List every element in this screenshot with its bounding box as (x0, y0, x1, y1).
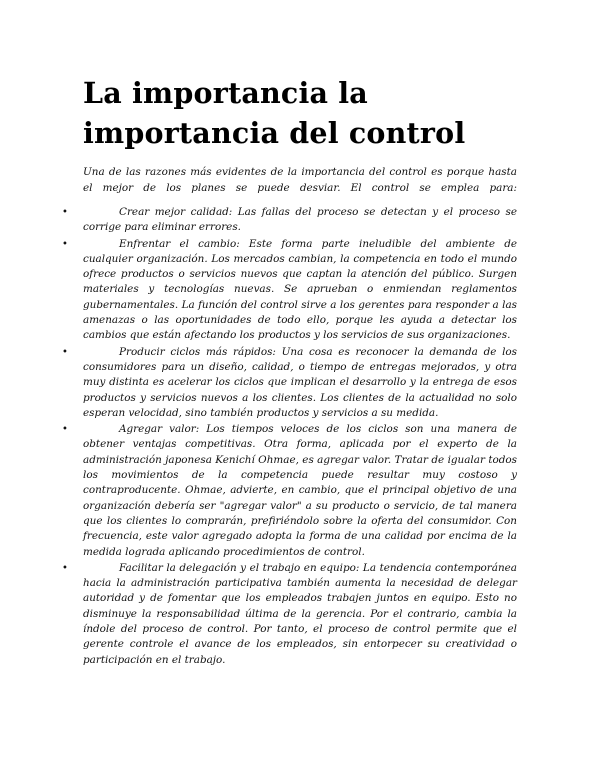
list-item-text: Crear mejor calidad: Las fallas del proceso se detectan y el proceso se corrige para eliminar errores. (83, 206, 517, 234)
list-item-text: Facilitar la delegación y el trabajo en equipo: La tendencia contemporánea hacia la administración participativa también aumenta la necesidad de delegar autoridad y de fomentar que los empleados trabajen juntos en equipo. Esto no disminuye la responsabilidad última de la gerencia. Por el contrario, cambia la índole del proceso de control. Por tanto, el proceso de control permite que el gerente controle el avance de los empleados, sin entorpecer su creatividad o participación en el trabajo. (83, 561, 517, 666)
bullet-icon: • (62, 562, 68, 574)
list-item (62, 422, 517, 560)
bullet-icon: • (62, 424, 68, 436)
list-item-text: Producir ciclos más rápidos: Una cosa es reconocer la demanda de los consumidores para un diseño, calidad, o tiempo de entregas mejorados, y otra muy distinta es acelerar los ciclos que implican el desarrollo y la entrega de esos productos y servicios nuevos a los clientes. Los clientes de la actualidad no solo esperan velocidad, sino también productos y servicios a su medida. (83, 345, 517, 419)
list-item (62, 345, 517, 421)
list-item (62, 237, 517, 344)
control-benefits-list (62, 205, 517, 669)
bullet-icon: • (62, 346, 68, 358)
list-item (62, 561, 517, 668)
list-item-text: Enfrentar el cambio: Este forma parte ineludible del ambiente de cualquier organización. Los mercados cambian, la competencia en todo el mundo ofrece productos o servicios nuevos que captan la atención del público. Surgen materiales y tecnologías nuevas. Se aprueban o enmiendan reglamentos gubernamentales. La función del control sirve a los gerentes para responder a las amenazas o las oportunidades de todo ello, porque les ayuda a detectar los cambios que están afectando los productos y los servicios de sus organizaciones. (83, 237, 517, 342)
list-item (62, 205, 517, 236)
bullet-icon: • (62, 207, 68, 218)
bullet-icon: • (62, 238, 68, 250)
intro-paragraph: Una de las razones más evidentes de la importancia del control es porque hasta el mejor de los planes se puede desviar. El control se emplea para: (83, 166, 517, 194)
list-item-text: Agregar valor: Los tiempos veloces de los ciclos son una manera de obtener ventajas competitivas. Otra forma, aplicada por el experto de la administración japonesa Kenichí Ohmae, es agregar valor. Tratar de igualar todos los movimientos de la competencia puede resultar muy costoso y contraproducente. Ohmae, advierte, en cambio, que el principal objetivo de una organización debería ser "agregar valor" a su producto o servicio, de tal manera que los clientes lo comprarán, prefiriéndolo sobre la oferta del consumidor. Con frecuencia, este valor agregado adopta la forma de una calidad por encima de la medida lograda aplicando procedimientos de control. (83, 423, 517, 558)
page-title: La importancia la importancia del control (83, 76, 466, 150)
